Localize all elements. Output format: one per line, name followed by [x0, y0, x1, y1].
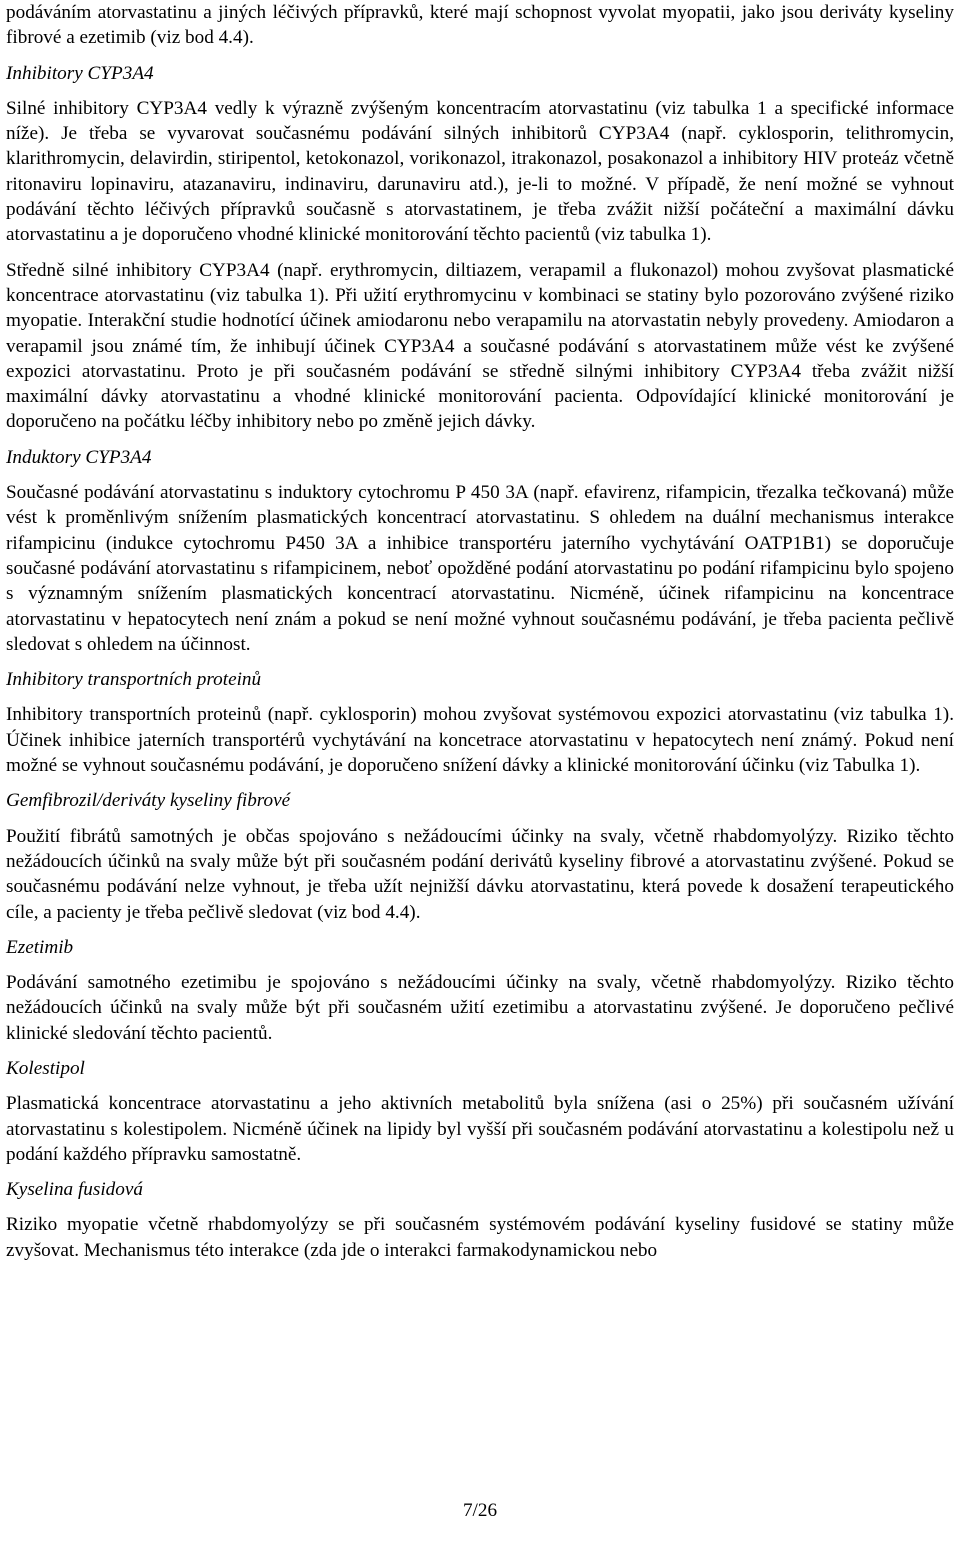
- section-paragraph: Středně silné inhibitory CYP3A4 (např. erythromycin, diltiazem, verapamil a flukonazol) mohou zvyšovat plasmatické koncentrace atorvastatinu (viz tabulka 1). Při užití erythromycinu v kombinaci se statiny bylo pozorováno zvýšené riziko myopatie. Interakční studie hodnotící účinek amiodaronu nebo verapamilu na atorvastatin nebyly provedeny. Amiodaron a verapamil jsou známé tím, že inhibují účinek CYP3A4 a současné podávání s atorvastatinem může vést ke zvýšené expozici atorvastatinu. Proto je při současném podávání se středně silnými inhibitory CYP3A4 třeba zvážit nižší maximální dávky atorvastatinu a vhodné klinické monitorování pacienta. Odpovídající klinické monitorování je doporučeno na počátku léčby inhibitory nebo po změně jejich dávky.: [6, 259, 954, 433]
- section-gemfibrozil: [6, 788, 954, 924]
- section-heading: Inhibitory CYP3A4: [6, 62, 154, 84]
- document-page: [6, 0, 954, 1273]
- section-paragraph: Podávání samotného ezetimibu je spojováno s nežádoucími účinky na svaly, včetně rhabdomyolýzy. Riziko těchto nežádoucích účinků na svaly může být při současném užití ezetimibu a atorvastatinu zvýšené. Je doporučeno pečlivé klinické sledování těchto pacientů.: [6, 972, 954, 1044]
- section-inhibitory-cyp3a4: [6, 61, 954, 435]
- section-induktory-cyp3a4: [6, 445, 954, 657]
- section-heading: Ezetimib: [6, 936, 74, 958]
- section-paragraph: Silné inhibitory CYP3A4 vedly k výrazně zvýšeným koncentracím atorvastatinu (viz tabulka 1 a specifické informace níže). Je třeba se vyvarovat současnému podávání silných inhibitorů CYP3A4 (např. cyklosporin, telithromycin, klarithromycin, delavirdin, stiripentol, ketokonazol, vorikonazol, itrakonazol, posakonazol a inhibitory HIV proteáz včetně ritonaviru lopinaviru, atazanaviru, indinaviru, darunaviru atd.), je-li to možné. V případě, že není možné se vyhnout podávání těchto léčivých přípravků současně s atorvastatinem, je třeba zvážit nižší počáteční a maximální dávku atorvastatinu a je doporučeno vhodné klinické monitorování těchto pacientů (viz tabulka 1).: [6, 97, 954, 246]
- section-heading: Kyselina fusidová: [6, 1179, 143, 1201]
- section-paragraph: Použití fibrátů samotných je občas spojováno s nežádoucími účinky na svaly, včetně rhabdomyolýzy. Riziko těchto nežádoucích účinků na svaly může být při současném podání derivátů kyseliny fibrové a atorvastatinu zvýšené. Pokud se současnému podávání nelze vyhnout, je třeba užít nejnižší dávku atorvastatinu, která povede k dosažení terapeutického cíle, a pacienty je třeba pečlivě sledovat (viz bod 4.4).: [6, 825, 954, 923]
- intro-paragraph: podáváním atorvastatinu a jiných léčivých přípravků, které mají schopnost vyvolat myopatii, jako jsou deriváty kyseliny fibrové a ezetimib (viz bod 4.4).: [6, 2, 954, 49]
- page-number: 7/26: [462, 1500, 498, 1521]
- section-paragraph: Inhibitory transportních proteinů (např. cyklosporin) mohou zvyšovat systémovou expozici atorvastatinu (viz tabulka 1). Účinek inhibice jaterních transportérů vychytávání na koncetrace atorvastatinu v hepatocytech není známý. Pokud není možné se vyhnout současnému podávání, je doporučeno snížení dávky a klinické monitorování účinku (viz Tabulka 1).: [6, 704, 954, 777]
- section-paragraph: Plasmatická koncentrace atorvastatinu a jeho aktivních metabolitů byla snížena (asi o 25%) při současném užívání atorvastatinu s kolestipolem. Nicméně účinek na lipidy byl vyšší při současném podávání atorvastatinu a kolestipolu než u podání každého přípravku samostatně.: [6, 1093, 954, 1165]
- section-heading: Inhibitory transportních proteinů: [6, 669, 262, 691]
- section-ezetimib: [6, 935, 954, 1046]
- section-heading: Induktory CYP3A4: [6, 446, 152, 468]
- section-heading: Gemfibrozil/deriváty kyseliny fibrové: [6, 790, 291, 812]
- section-paragraph: Riziko myopatie včetně rhabdomyolýzy se při současném systémovém podávání kyseliny fusidové se statiny může zvyšovat. Mechanismus této interakce (zda jde o interakci farmakodynamickou nebo: [6, 1214, 954, 1261]
- section-kolestipol: [6, 1056, 954, 1167]
- section-heading: Kolestipol: [6, 1057, 85, 1079]
- section-paragraph: Současné podávání atorvastatinu s induktory cytochromu P 450 3A (např. efavirenz, rifampicin, třezalka tečkovaná) může vést k proměnlivým snížením plasmatických koncentrací atorvastatinu. S ohledem na duální mechanismus interakce rifampicinu (indukce cytochromu P450 3A a inhibice transportéru jaterního vychytávání OATP1B1) se doporučuje současné podávání atorvastatinu s rifampicinem, neboť opožděné podání atorvastatinu po podání rifampicinu bylo spojeno s významným snížením plasmatických koncentrací atorvastatinu. Nicméně, účinek rifampicinu na koncentrace atorvastatinu v hepatocytech není znám a pokud se není možné vyhnout současnému podávání, je třeba pacienta pečlivě sledovat s ohledem na účinnost.: [6, 482, 954, 655]
- section-kyselina-fusidova: [6, 1177, 954, 1263]
- section-inhibitory-transportnich-proteinu: [6, 667, 954, 778]
